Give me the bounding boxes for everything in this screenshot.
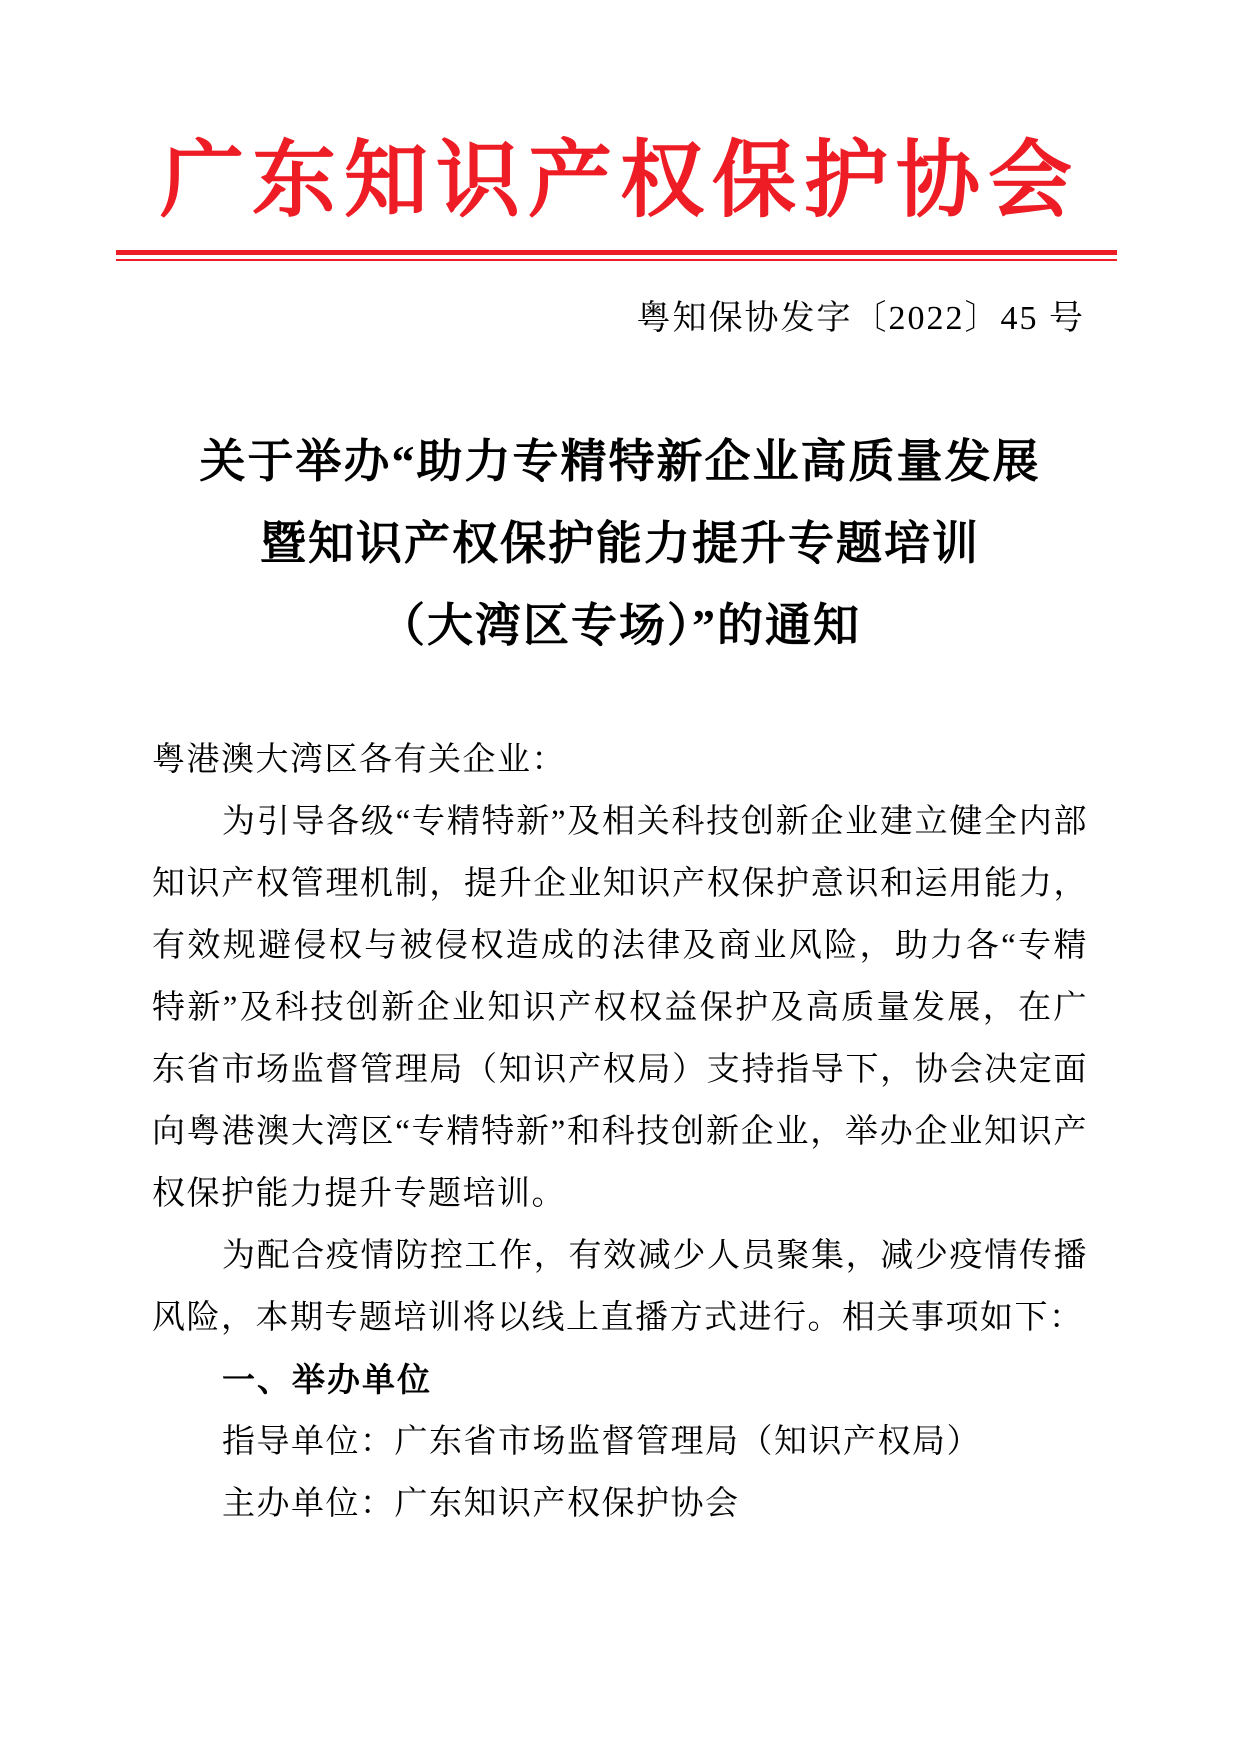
letterhead-org-name: 广东知识产权保护协会 bbox=[159, 135, 1080, 228]
notice-title-line-2: 暨知识产权保护能力提升专题培训 bbox=[260, 518, 980, 570]
notice-body bbox=[152, 729, 1088, 1535]
salutation-line: 粤港澳大湾区各有关企业： bbox=[152, 742, 566, 779]
guiding-unit-line: 指导单位：广东省市场监督管理局（知识产权局） bbox=[222, 1424, 981, 1461]
body-paragraph-2: 为配合疫情防控工作，有效减少人员聚集，减少疫情传播风险，本期专题培训将以线上直播方式进行。相关事项如下： bbox=[152, 1238, 1088, 1337]
letterhead-double-rule bbox=[116, 250, 1117, 261]
notice-title-line-3: （大湾区专场）”的通知 bbox=[379, 600, 861, 652]
document-reference-number: 粤知保协发字〔2022〕45 号 bbox=[636, 300, 1085, 338]
host-unit-line: 主办单位：广东知识产权保护协会 bbox=[222, 1486, 740, 1523]
notice-title-line-1: 关于举办“助力专精特新企业高质量发展 bbox=[199, 436, 1041, 488]
notice-title bbox=[0, 421, 1240, 667]
section-1-heading: 一、举办单位 bbox=[222, 1361, 432, 1399]
body-paragraph-1: 为引导各级“专精特新”及相关科技创新企业建立健全内部知识产权管理机制，提升企业知识产权保护意识和运用能力，有效规避侵权与被侵权造成的法律及商业风险，助力各“专精特新”及科技创新企业知识产权权益保护及高质量发展，在广东省市场监督管理局（知识产权局）支持指导下，协会决定面向粤港澳大湾区“专精特新”和科技创新企业，举办企业知识产权保护能力提升专题培训。 bbox=[152, 804, 1088, 1213]
